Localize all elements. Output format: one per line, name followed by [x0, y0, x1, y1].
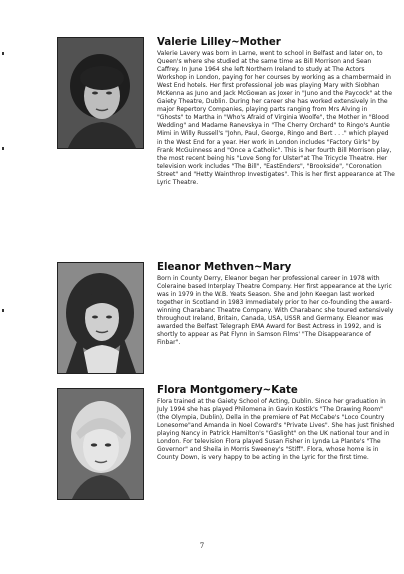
role-name: Mother	[239, 37, 281, 48]
performer-name: Eleanor Methven	[157, 262, 255, 273]
binding-mark	[2, 147, 4, 150]
performer-biography: Born in County Derry, Eleanor began her professional career in 1978 with Coleraine based Interplay Theatre Company. Her first appearance at the Lyric was in 1979 in the W.B. Yeats Season. She and John Keegan last worked together in Scotland in 1983 immediately prior to her co-founding the award-winning Charabanc Theatre Company. With Charabanc she toured extensively throughout Ireland, Britain, Canada, USA, USSR and Germany. Eleanor was awarded the Belfast Telegraph EMA Award for Best Actress in 1992, and is shortly to appear as Pat Flynn in Samson Films' "The Disappearance of Finbar".	[157, 275, 394, 347]
page-number: 7	[199, 542, 205, 550]
headshot-photo-valerie-lilley	[57, 37, 144, 149]
performer-name: Flora Montgomery	[157, 385, 263, 396]
binding-mark	[2, 309, 4, 312]
performer-name-heading: Valerie Lilley~Mother	[157, 37, 281, 48]
performer-biography: Flora trained at the Gaiety School of Acting, Dublin. Since her graduation in July 1994 she has played Philomena in Gavin Kostik's "The Drawing Room" (the Olympia, Dublin), Della in the premiere of Pat McCabe's "Loco Country Lonesome"and Amanda in Noel Coward's "Private Lives". She has just finished playing Nancy in Patrick Hamilton's "Gaslight" on the UK national tour and in London. For television Flora played Susan Fisher in Lynda La Plante's "The Governor" and Sheila in Morris Sweeney's "Stiff". Flora, whose home is in County Down, is very happy to be acting in the Lyric for the first time.	[157, 398, 395, 462]
role-name: Kate	[271, 385, 298, 396]
performer-name-heading: Flora Montgomery~Kate	[157, 385, 298, 396]
performer-biography: Valerie Lavery was born in Larne, went to school in Belfast and later on, to Queen's where she studied at the same time as Bill Morrison and Sean Caffrey. In June 1964 she left Northern Ireland to study at The Actors Workshop in London, paying for her courses by working as a chambermaid in West End hotels. Her first professional job was playing Mary with Siobhan McKenna as Juno and Jack McGowan as Joxer in "Juno and the Paycock" at the Gaiety Theatre, Dublin. During her career she has worked extensively in the major Repertory Companies, playing parts ranging from Mrs Alving in "Ghosts" to Martha in "Who's Afraid of Virginia Woolfe", the Mother in "Blood Wedding" and Madame Ranevskya in "The Cherry Orchard" to Ringo's Auntie Mimi in Willy Russell's "John, Paul, George, Ringo and Bert . . ." which played in the West End for a year. Her work in London includes "Factory Girls" by Frank McGuinness and "Once a Catholic". This is her fourth Bill Morrison play, the most recent being his "Love Song for Ulster"at The Tricycle Theatre. Her television work includes "The Bill", "EastEnders", "Brookside", "Coronation Street" and "Hetty Wainthrop Investigates". This is her first appearance at The Lyric Theatre.	[157, 50, 395, 186]
performer-name: Valerie Lilley	[157, 37, 232, 48]
headshot-photo-flora-montgomery	[57, 388, 144, 500]
role-name: Mary	[262, 262, 292, 273]
binding-mark	[2, 52, 4, 55]
performer-name-heading: Eleanor Methven~Mary	[157, 262, 292, 273]
headshot-photo-eleanor-methven	[57, 262, 144, 374]
